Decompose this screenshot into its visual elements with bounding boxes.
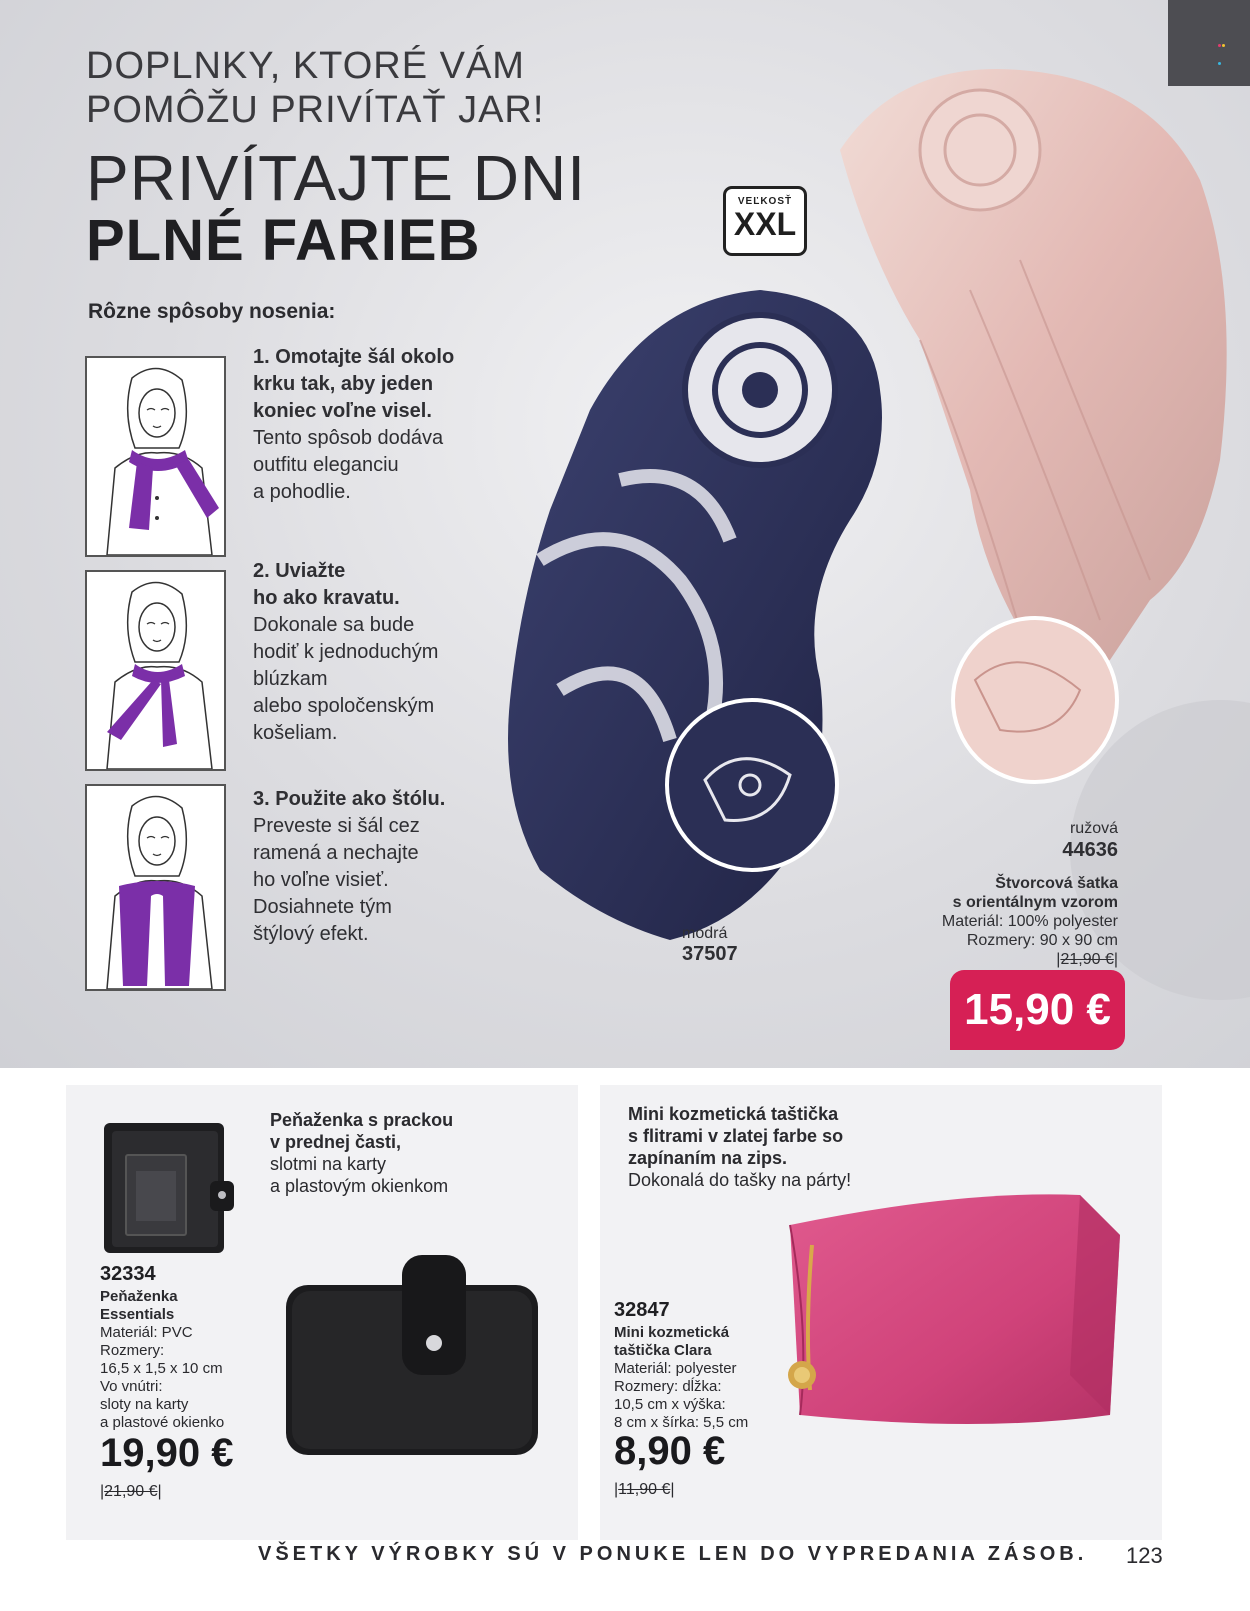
- wallet-title-text-1: slotmi na karty: [270, 1154, 387, 1174]
- woman-scarf-3-icon: [87, 786, 224, 989]
- way-1-illustration: [85, 356, 226, 557]
- way-2-text-4: alebo spoločenským: [253, 695, 435, 717]
- way-2-text-3: blúzkam: [253, 668, 328, 690]
- way-2-bold-1: 2. Uviažte: [253, 560, 346, 582]
- blue-code: 37507: [682, 943, 738, 965]
- way-3-text-2: ramená a nechajte: [253, 842, 419, 864]
- wallet-title-bold-2: v prednej časti,: [270, 1132, 402, 1152]
- way-3-text-4: Dosiahnete tým: [253, 896, 392, 918]
- pouch-spec-3: 10,5 cm x výška:: [614, 1396, 726, 1413]
- headline-line2: POMÔŽU PRIVÍTAŤ JAR!: [86, 89, 545, 131]
- wallet-old-price-value: 21,90 €: [104, 1483, 158, 1500]
- way-2-text-2: hodiť k jednoduchým: [253, 641, 439, 663]
- pouch-title-bold-2: s flitrami v zlatej farbe so: [628, 1126, 844, 1146]
- wallet-panel: [66, 1085, 578, 1540]
- way-1-bold-1: 1. Omotajte šál okolo: [253, 346, 455, 368]
- scarf-size: Rozmery: 90 x 90 cm: [966, 932, 1118, 949]
- pouch-spec-4: 8 cm x šírka: 5,5 cm: [614, 1414, 749, 1431]
- way-1-bold-3: koniec voľne visel.: [253, 400, 432, 422]
- pouch-spec-1: Materiál: polyester: [614, 1360, 737, 1377]
- wallet-name-2: Essentials: [100, 1306, 175, 1323]
- headline-line1: DOPLNKY, KTORÉ VÁM: [86, 45, 525, 87]
- way-1-text-2: outfitu eleganciu: [253, 454, 399, 476]
- way-2-illustration: [85, 570, 226, 771]
- pouch-old-price-value: 11,90 €: [618, 1481, 671, 1498]
- way-3-illustration: [85, 784, 226, 991]
- way-3-text-1: Preveste si šál cez: [253, 815, 420, 837]
- wallet-title-text-2: a plastovým okienkom: [270, 1176, 449, 1196]
- pouch-title-text-1: Dokonalá do tašky na párty!: [628, 1170, 852, 1190]
- way-1-text-3: a pohodlie.: [253, 481, 351, 503]
- page-number: 123: [1126, 1543, 1163, 1568]
- wallet-code: 32334: [100, 1263, 156, 1285]
- pink-code: 44636: [1062, 839, 1118, 861]
- way-3-bold-1: 3. Použite ako štólu.: [253, 788, 446, 810]
- scarves-illustration: [500, 40, 1250, 1040]
- pouch-title-bold-3: zapínaním na zips.: [628, 1148, 788, 1168]
- wallet-title-bold-1: Peňaženka s prackou: [270, 1110, 454, 1130]
- pouch-name-2: taštička Clara: [614, 1342, 712, 1359]
- scarf-material: Materiál: 100% polyester: [941, 913, 1118, 930]
- scarf-name-1: Štvorcová šatka: [995, 875, 1118, 892]
- size-badge-small: VEĽKOSŤ: [737, 196, 793, 207]
- way-3-text-3: ho voľne visieť.: [253, 869, 389, 891]
- wallet-spec: [100, 1288, 224, 1432]
- wallet-spec-5: sloty na karty: [100, 1396, 189, 1413]
- scarf-spec: [942, 874, 1118, 969]
- scarf-name-2: s orientálnym vzorom: [952, 894, 1118, 911]
- scarf-price-badge: 15,90 €: [950, 970, 1125, 1050]
- pouch-panel: [600, 1085, 1162, 1540]
- wallet-closed-image: [276, 1255, 548, 1465]
- wallet-spec-6: a plastové okienko: [100, 1414, 225, 1431]
- way-3-text: [253, 786, 513, 948]
- way-1-bold-2: krku tak, aby jeden: [253, 373, 434, 395]
- pouch-name-1: Mini kozmetická: [614, 1324, 730, 1341]
- pink-color-name: ružová: [1069, 820, 1118, 837]
- pouch-code: 32847: [614, 1299, 670, 1321]
- headline-main2: PLNÉ FARIEB: [86, 208, 481, 273]
- wallet-title: [270, 1109, 453, 1197]
- wallet-open-image: [100, 1115, 235, 1260]
- pouch-image: [780, 1175, 1130, 1435]
- way-1-text-1: Tento spôsob dodáva: [253, 427, 444, 449]
- wallet-spec-3: 16,5 x 1,5 x 10 cm: [100, 1360, 223, 1377]
- way-2-text: [253, 558, 513, 747]
- pouch-title-bold-1: Mini kozmetická taštička: [628, 1104, 839, 1124]
- pouch-old-price: |11,90 €|: [614, 1481, 675, 1498]
- scarf-old-price: |21,90 €|: [1056, 951, 1118, 968]
- wallet-old-price: |21,90 €|: [100, 1483, 162, 1500]
- wallet-spec-4: Vo vnútri:: [100, 1378, 163, 1395]
- headline-main1: PRIVÍTAJTE DNI: [86, 142, 586, 214]
- footer-note: VŠETKY VÝROBKY SÚ V PONUKE LEN DO VYPREDANIA ZÁSOB.: [258, 1543, 1088, 1565]
- way-2-text-1: Dokonale sa bude: [253, 614, 415, 636]
- pouch-spec: [614, 1324, 748, 1432]
- size-badge-big: XXL: [733, 206, 797, 242]
- wallet-name-1: Peňaženka: [100, 1288, 178, 1305]
- way-2-text-5: košeliam.: [253, 722, 338, 744]
- woman-scarf-1-icon: [87, 358, 224, 555]
- wallet-spec-1: Materiál: PVC: [100, 1324, 193, 1341]
- way-2-bold-2: ho ako kravatu.: [253, 587, 400, 609]
- way-1-text: [253, 344, 513, 506]
- wallet-spec-2: Rozmery:: [100, 1342, 165, 1359]
- wallet-price: 19,90 €: [100, 1431, 234, 1475]
- pouch-price: 8,90 €: [614, 1429, 726, 1473]
- ways-title: Rôzne spôsoby nosenia:: [88, 300, 336, 323]
- woman-scarf-2-icon: [87, 572, 224, 769]
- pouch-spec-2: Rozmery: dĺžka:: [614, 1378, 722, 1395]
- blue-color-name: modrá: [682, 925, 728, 942]
- scarf-old-price-value: 21,90 €: [1060, 951, 1114, 968]
- way-3-text-5: štýlový efekt.: [253, 923, 369, 945]
